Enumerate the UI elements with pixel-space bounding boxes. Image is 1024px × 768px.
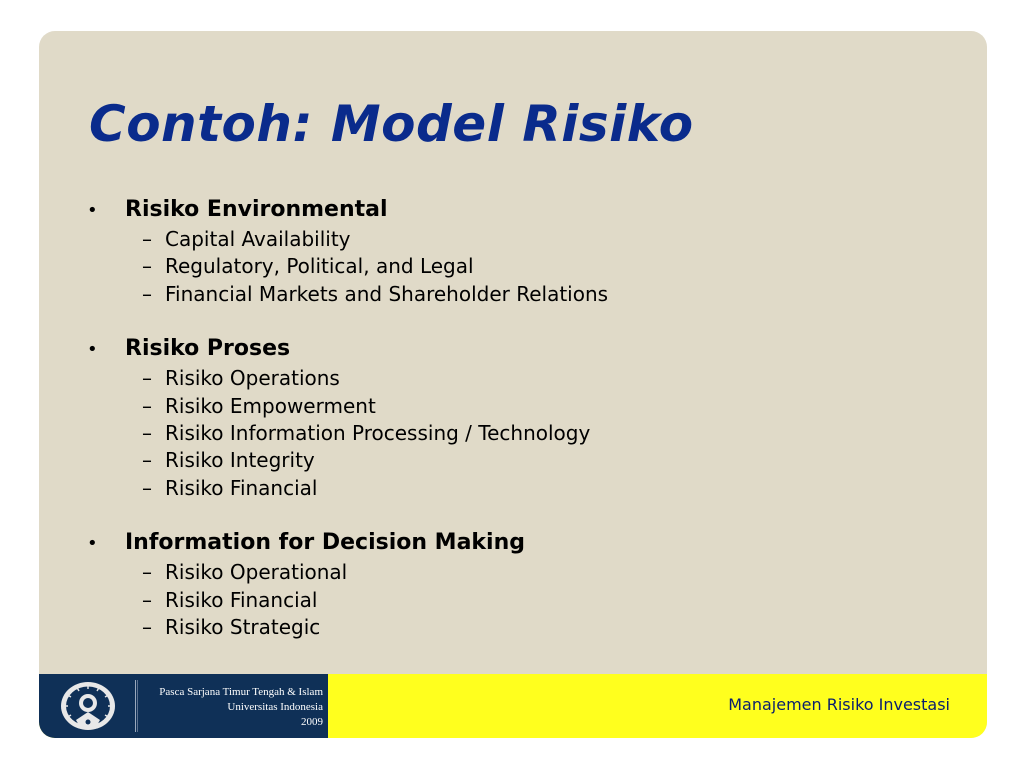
sub-item [87,227,947,254]
dash-marker: – [142,614,152,639]
bullet-heading: Risiko Proses [125,336,291,362]
university-name: Universitas Indonesia [227,701,323,713]
footer-divider [135,680,136,732]
section-risiko-proses [87,336,947,503]
bullet-item [87,530,947,560]
dash-marker: – [142,448,152,473]
sub-item-label: Risiko Operational [165,560,348,585]
sub-item [87,254,947,281]
institution-text [159,685,323,730]
sub-item [87,282,947,309]
bullet-marker: • [87,200,98,221]
bullet-item [87,197,947,227]
sub-item-label: Risiko Financial [165,475,318,500]
dash-marker: – [142,227,152,251]
slide-title: Contoh: Model Risiko [89,95,694,153]
bullet-item [87,336,947,366]
bullet-heading: Information for Decision Making [125,530,525,556]
sub-item [87,615,947,642]
slide-content [87,197,947,669]
dash-marker: – [142,366,152,391]
sub-item [87,448,947,475]
sub-item [87,560,947,587]
section-information-decision [87,530,947,642]
university-logo-icon [54,679,126,735]
course-title: Manajemen Risiko Investasi [728,695,950,714]
sub-item [87,476,947,503]
sub-item-label: Risiko Strategic [165,614,321,639]
dash-marker: – [142,560,152,585]
footer-divider [137,680,138,732]
sub-item [87,366,947,393]
dash-marker: – [142,281,152,306]
footer-institution-panel [39,674,328,738]
bullet-marker: • [87,339,98,361]
bullet-heading: Risiko Environmental [125,197,388,222]
institution-name: Pasca Sarjana Timur Tengah & Islam [159,686,323,698]
sub-item-label: Risiko Operations [165,366,340,391]
year-label: 2009 [301,716,323,728]
sub-item [87,588,947,615]
sub-item-label: Risiko Integrity [165,448,315,473]
sub-item-label: Capital Availability [165,227,351,251]
sub-item-label: Risiko Empowerment [165,393,376,418]
dash-marker: – [142,420,152,445]
sub-item [87,394,947,421]
dash-marker: – [142,587,152,612]
section-risiko-environmental [87,197,947,309]
sub-item [87,421,947,448]
sub-item-label: Risiko Financial [165,587,318,612]
dash-marker: – [142,475,152,500]
sub-item-label: Regulatory, Political, and Legal [165,254,474,279]
slide [39,31,987,738]
sub-item-label: Risiko Information Processing / Technology [165,420,591,445]
bullet-marker: • [87,533,98,555]
sub-item-label: Financial Markets and Shareholder Relations [165,281,609,306]
dash-marker: – [142,254,152,279]
dash-marker: – [142,393,152,418]
footer-bar [39,674,987,738]
